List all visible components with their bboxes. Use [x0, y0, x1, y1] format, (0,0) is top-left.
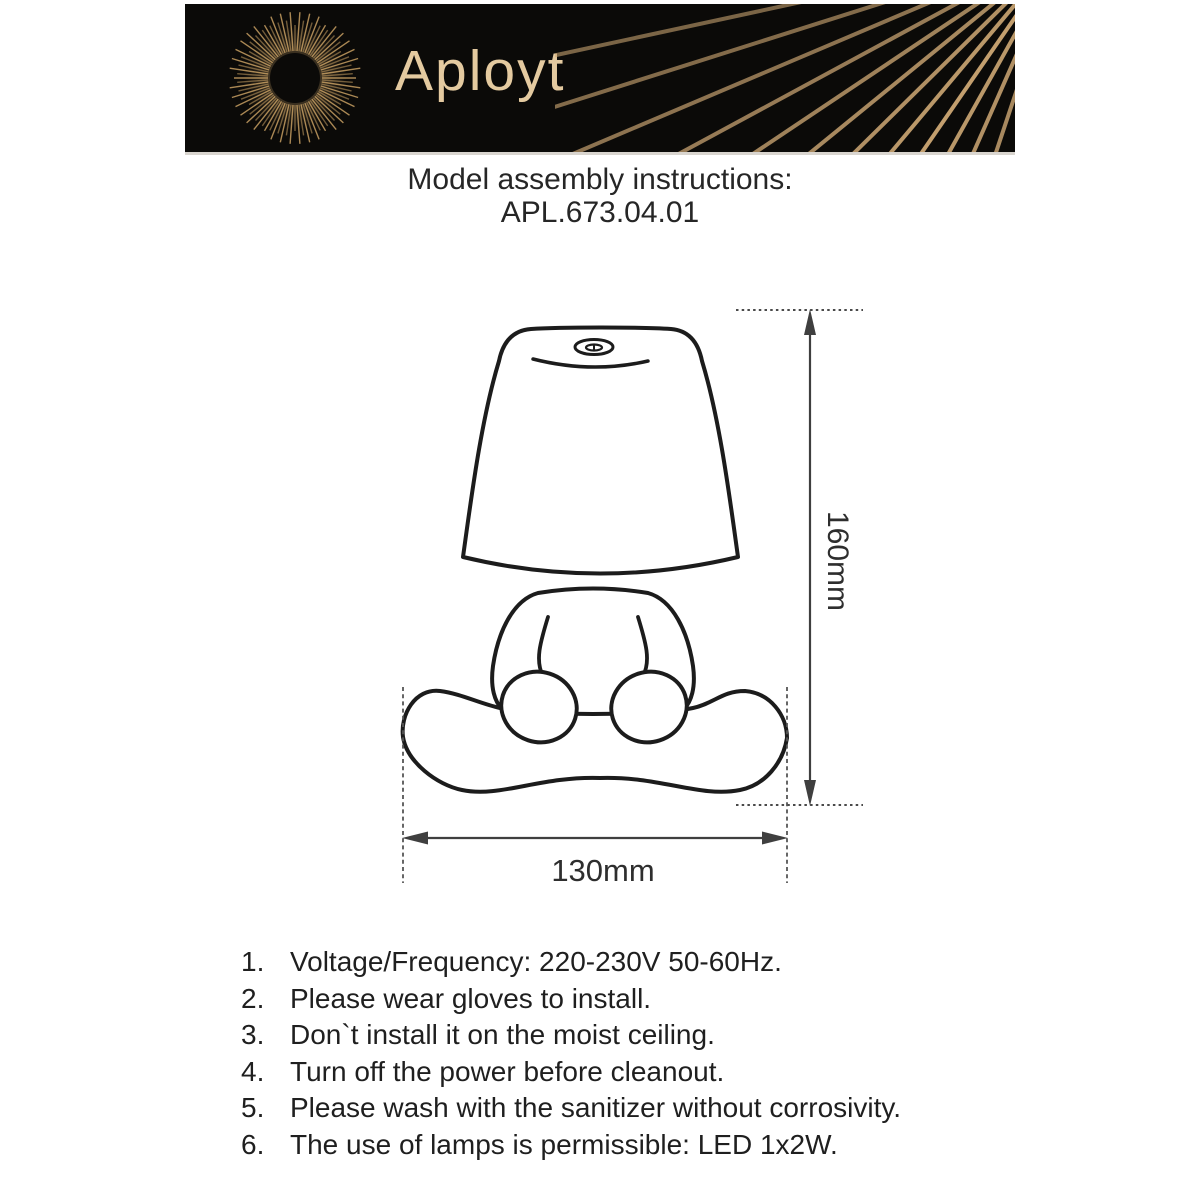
instruction-item — [241, 1017, 901, 1054]
instruction-text: Please wear gloves to install. — [290, 982, 652, 1014]
instruction-item — [241, 981, 901, 1018]
instruction-number: 3. — [241, 1019, 265, 1050]
instruction-list — [241, 944, 901, 1163]
instruction-number: 4. — [241, 1055, 265, 1087]
lamp-shade — [463, 328, 738, 574]
instruction-item — [241, 1090, 901, 1127]
instruction-number: 1. — [241, 946, 265, 977]
width-arrow-left — [402, 832, 428, 845]
brand-name: Aployt — [395, 39, 566, 103]
instruction-number: 6. — [241, 1128, 265, 1160]
aployt-sunburst-logo-icon — [215, 4, 375, 155]
height-arrow-up — [804, 309, 816, 335]
corner-rays-decoration — [555, 4, 1015, 152]
lamp-dimension-diagram — [380, 295, 880, 905]
height-label: 160mm — [821, 510, 855, 612]
instruction-text: Turn off the power before cleanout. — [290, 1055, 725, 1087]
instruction-item — [241, 1054, 901, 1091]
width-arrow-right — [762, 832, 788, 845]
page-title: Model assembly instructions: — [407, 163, 793, 196]
model-number: APL.673.04.01 — [500, 196, 700, 229]
brand-banner — [185, 4, 1015, 155]
width-label: 130mm — [551, 853, 655, 888]
instruction-number: 2. — [241, 982, 265, 1014]
height-arrow-down — [804, 780, 816, 806]
title-block — [0, 163, 1200, 229]
instruction-text: Please wash with the sanitizer without corrosivity. — [290, 1092, 902, 1123]
instruction-item — [241, 1127, 901, 1164]
instruction-number: 5. — [241, 1092, 265, 1123]
instruction-text: Don`t install it on the moist ceiling. — [290, 1019, 715, 1050]
instruction-text: Voltage/Frequency: 220-230V 50-60Hz. — [290, 946, 782, 977]
instruction-item — [241, 944, 901, 981]
instruction-text: The use of lamps is permissible: LED 1x2W. — [290, 1128, 838, 1160]
logo-center-disc — [270, 53, 320, 103]
